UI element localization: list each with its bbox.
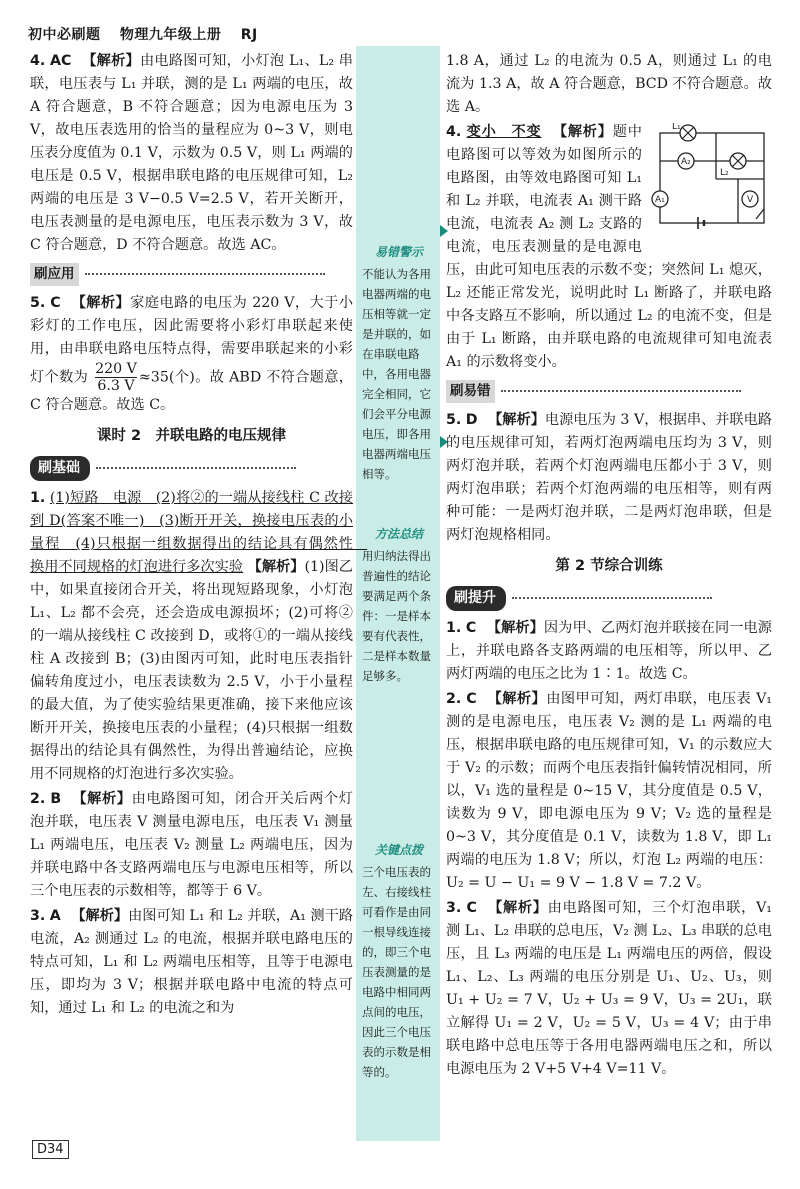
answer-item xyxy=(30,50,353,257)
divider xyxy=(85,273,325,275)
book-title: 初中必刷题 xyxy=(28,27,101,43)
label-a1: A₁ xyxy=(655,195,665,205)
analysis-text: 题中电路图可以等效为如图所示的电路图，由等效电路图可知 L₁ 和 L₂ 并联，电流表 A₁ 测干路电流，电流表 A₂ 测 L₂ 支路的电流，电压表测量的是电源电压，由此可知电压表的示数不变；突然间 L₁ 熄灭，L₂ 还能正常发光，说明此时 L₁ 断路了，并联电路中各支路互不影响，所以通过 L₂ 的电流不变，但是由于 L₁ 断路，由并联电路的电流规律可知电流表 A₁ 的示数将变小。 xyxy=(446,124,772,370)
label-a2: A₂ xyxy=(681,157,691,167)
fraction-numerator: 220 V xyxy=(95,361,137,377)
answer-item xyxy=(30,487,368,786)
section-mistake xyxy=(446,380,772,403)
label-v: V xyxy=(747,195,754,205)
answer-key: C xyxy=(466,691,477,707)
question-number: 3. xyxy=(446,900,462,916)
analysis-tag: 【解析】 xyxy=(488,900,548,916)
section-badge: 刷基础 xyxy=(30,456,90,481)
question-number: 2. xyxy=(446,691,462,707)
answer-item xyxy=(446,409,772,547)
divider xyxy=(501,390,741,392)
answer-key: AC xyxy=(50,53,72,69)
left-column xyxy=(30,50,368,1022)
analysis-text: 由电路图可知，闭合开关后两个灯泡并联，电压表 V 测量电源电压，电压表 V₁ 测量 L₁ 两端电压，电压表 V₂ 测量 L₂ 两端电压，因为并联电路中各支路两端电压与电源电压相等，所以三个电压表的示数相等，都等于 6 V。 xyxy=(30,791,353,899)
question-number: 2. xyxy=(30,791,46,807)
section-title: 第 2 节综合训练 xyxy=(555,558,663,574)
section-label: 刷应用 xyxy=(30,263,79,286)
answer-key: A xyxy=(49,908,61,924)
page-header xyxy=(28,24,272,44)
fraction xyxy=(95,361,137,394)
question-number: 1. xyxy=(446,620,462,636)
analysis-tag: 【解析】 xyxy=(71,908,129,924)
edition-label: RJ xyxy=(240,27,258,43)
right-column xyxy=(446,50,772,1083)
analysis-text: 由图可知 L₁ 和 L₂ 并联，A₁ 测干路电流，A₂ 测通过 L₂ 的电流，根据并联电路电压的特点可知，L₁ 和 L₂ 两端电压相等，且等于电源电压，即均为 3 V；根据并联电路中电流的特点可知，通过 L₁ 和 L₂ 的电流之和为 xyxy=(30,908,354,1016)
answer-item xyxy=(30,292,353,417)
analysis-text: 由电路图可知，小灯泡 L₁、L₂ 串联，电压表与 L₁ 并联，测的是 L₁ 两端的电压，故 A 符合题意，B 不符合题意；因为电源电压为 3 V，故电压表选用的恰当的量程应为 0~3 V，则电压表分度值为 0.1 V，示数为 0.5 V，则 L₁ 两端的电压是 0.5 V，根据串联电路的电压规律可知，L₂ 两端的电压是 3 V−0.5 V=2.5 V，若开关断开，电压表测量的是电源电压，电压表示数为 3 V，故 C 符合题意，D 不符合题意。故选 AC。 xyxy=(30,53,353,253)
answer-item xyxy=(446,121,772,374)
page-number: D34 xyxy=(32,1140,69,1159)
analysis-text: 家庭电路的电压为 220 V，大于小彩灯的工作电压，因此需要将小彩灯串联起来使用，由串联电路电压特点得，需要串联起来的小彩灯个数为 xyxy=(30,295,354,386)
answer-key: 变小 不变 xyxy=(466,124,542,140)
tip-key-point xyxy=(362,840,436,1082)
analysis-tag: 【解析】 xyxy=(487,691,547,707)
analysis-tag: 【解析】 xyxy=(82,53,140,69)
lesson-title: 课时 2 并联电路的电压规律 xyxy=(96,428,287,444)
analysis-tag: 【解析】 xyxy=(71,295,131,311)
fraction-denominator: 6.3 V xyxy=(97,378,135,394)
question-number: 4. xyxy=(446,124,462,140)
analysis-text: ≈35(个)。故 ABD 不符合题意，C 符合题意。故选 C。 xyxy=(30,369,353,413)
analysis-text: 由图甲可知，两灯串联，电压表 V₁ 测的是电源电压，电压表 V₂ 测的是 L₁ 两端的电压，根据串联电路的电压规律可知，V₁ 的示数应大于 V₂ 的示数；而两个电压表指针偏转情况相同，所以，V₁ 选的量程是 0~15 V，其分度值是 0.5 V，读数为 9 V，即电源电压为 9 V；V₂ 选的量程是 0~3 V，其分度值是 0.1 V，读数为 1.8 V，即 L₁ 两端的电压为 1.8 V；所以，灯泡 L₂ 两端的电压：U₂ = U − U₁ = 9 V − 1.8 V = 7.2 V。 xyxy=(446,691,772,891)
analysis-text: 因为甲、乙两灯泡并联接在同一电源上，并联电路各支路两端的电压相等，所以甲、乙两灯两端的电压之比为 1∶1。故选 C。 xyxy=(446,620,772,682)
question-number: 5. xyxy=(446,412,462,428)
subject-title: 物理九年级上册 xyxy=(119,27,222,43)
question-number: 1. xyxy=(30,490,46,506)
answer-key: B xyxy=(50,791,62,807)
section-improve xyxy=(446,586,772,611)
analysis-tag: 【解析】 xyxy=(72,791,132,807)
answer-item xyxy=(446,897,772,1081)
answer-key: C xyxy=(50,295,61,311)
equivalent-circuit-diagram xyxy=(648,123,772,235)
question-number: 4. xyxy=(30,53,46,69)
tip-text: 用归纳法得出普遍性的结论要满足两个条件：一是样本要有代表性，二是样本数量足够多。 xyxy=(362,549,431,683)
label-l1: L₁ xyxy=(672,123,681,132)
divider xyxy=(96,467,296,469)
answer-key: D xyxy=(465,412,478,428)
analysis-tag: 【解析】 xyxy=(488,412,545,428)
tip-method-summary xyxy=(362,524,436,686)
section-apply xyxy=(30,263,353,286)
section-badge: 刷提升 xyxy=(446,586,506,611)
analysis-text: 由电路图可知，三个灯泡串联，V₁ 测 L₁、L₂ 串联的总电压，V₂ 测 L₂、L₃ 串联的总电压，且 L₃ 两端的电压是 L₁ 两端电压的两倍，假设 L₁、L₂、L₃ 两端的电压分别是 U₁、U₂、U₃，则 U₁ + U₂ = 7 V，U₂ + U₃ = 9 V，U₃ = 2U₁，联立解得 U₁ = 2 V，U₂ = 5 V，U₃ = 4 V；由于串联电路中总电压等于各用电器两端电压之和，所以电源电压为 2 V+5 V+4 V=11 V。 xyxy=(446,900,772,1077)
analysis-continued: 1.8 A，通过 L₂ 的电流为 0.5 A，则通过 L₁ 的电流为 1.3 A，故 A 符合题意，BCD 不符合题意。故选 A。 xyxy=(446,53,772,115)
analysis-tag: 【解析】 xyxy=(247,559,305,575)
tip-title: 易错警示 xyxy=(374,245,423,259)
analysis-tag: 【解析】 xyxy=(552,124,613,140)
answer-item xyxy=(446,688,772,895)
answer-item xyxy=(30,788,353,903)
answer-key: C xyxy=(465,620,477,636)
section-basic xyxy=(30,456,353,481)
question-number: 5. xyxy=(30,295,46,311)
tip-title: 方法总结 xyxy=(374,527,423,541)
answer-item xyxy=(30,905,353,1020)
divider xyxy=(512,597,712,599)
tip-title: 关键点拨 xyxy=(374,843,423,857)
tip-text: 不能认为各用电器两端的电压相等就一定是并联的，如在串联电路中，各用电器完全相同，它们会平分电源电压，即各用电器两端电压相等。 xyxy=(362,267,431,481)
side-tips-column xyxy=(356,46,440,1141)
tip-text: 三个电压表的左、右接线柱可看作是由同一根导线连接的，即三个电压表测量的是电路中相同两点间的电压，因此三个电压表的示数是相等的。 xyxy=(362,865,431,1079)
label-l2: L₂ xyxy=(720,168,729,178)
answer-key: (1)短路 电源 (2)将②的一端从接线柱 C 改接到 D(答案不唯一) (3)断开开关，换接电压表的小量程 (4)只根据一组数据得出的结论具有偶然性 换用不同规格的灯泡进行多次实验 xyxy=(30,490,368,575)
analysis-text: (1)图乙中，如果直接闭合开关，将出现短路现象，小灯泡 L₁、L₂ 都不会亮，还会造成电源损坏；(2)可将②的一端从接线柱 C 改接到 D，或将①的一端从接线柱 A 改接到 B；(3)由图丙可知，此时电压表指针偏转角度过小，电压表读数为 2.5 V，小于小量程的最大值，为了使实验结果更准确，接下来他应该断开开关，换接电压表的小量程；(4)只根据一组数据得出的结论具有偶然性，为得出普遍结论，应换用不同规格的灯泡进行多次实验。 xyxy=(30,559,353,782)
question-number: 3. xyxy=(30,908,46,924)
answer-item xyxy=(446,617,772,686)
tip-common-mistake xyxy=(362,242,436,484)
analysis-tag: 【解析】 xyxy=(486,620,544,636)
analysis-text: 电源电压为 3 V，根据串、并联电路的电压规律可知，若两灯泡两端电压均为 3 V，则两灯泡并联，若两个灯泡两端电压都小于 3 V，则两灯泡串联；若两个灯泡两端的电压相等，则有两种可能：一是两灯泡并联，二是两灯泡串联，但是两灯泡规格相同。 xyxy=(446,412,772,543)
answer-key: C xyxy=(466,900,477,916)
section-label: 刷易错 xyxy=(446,380,495,403)
